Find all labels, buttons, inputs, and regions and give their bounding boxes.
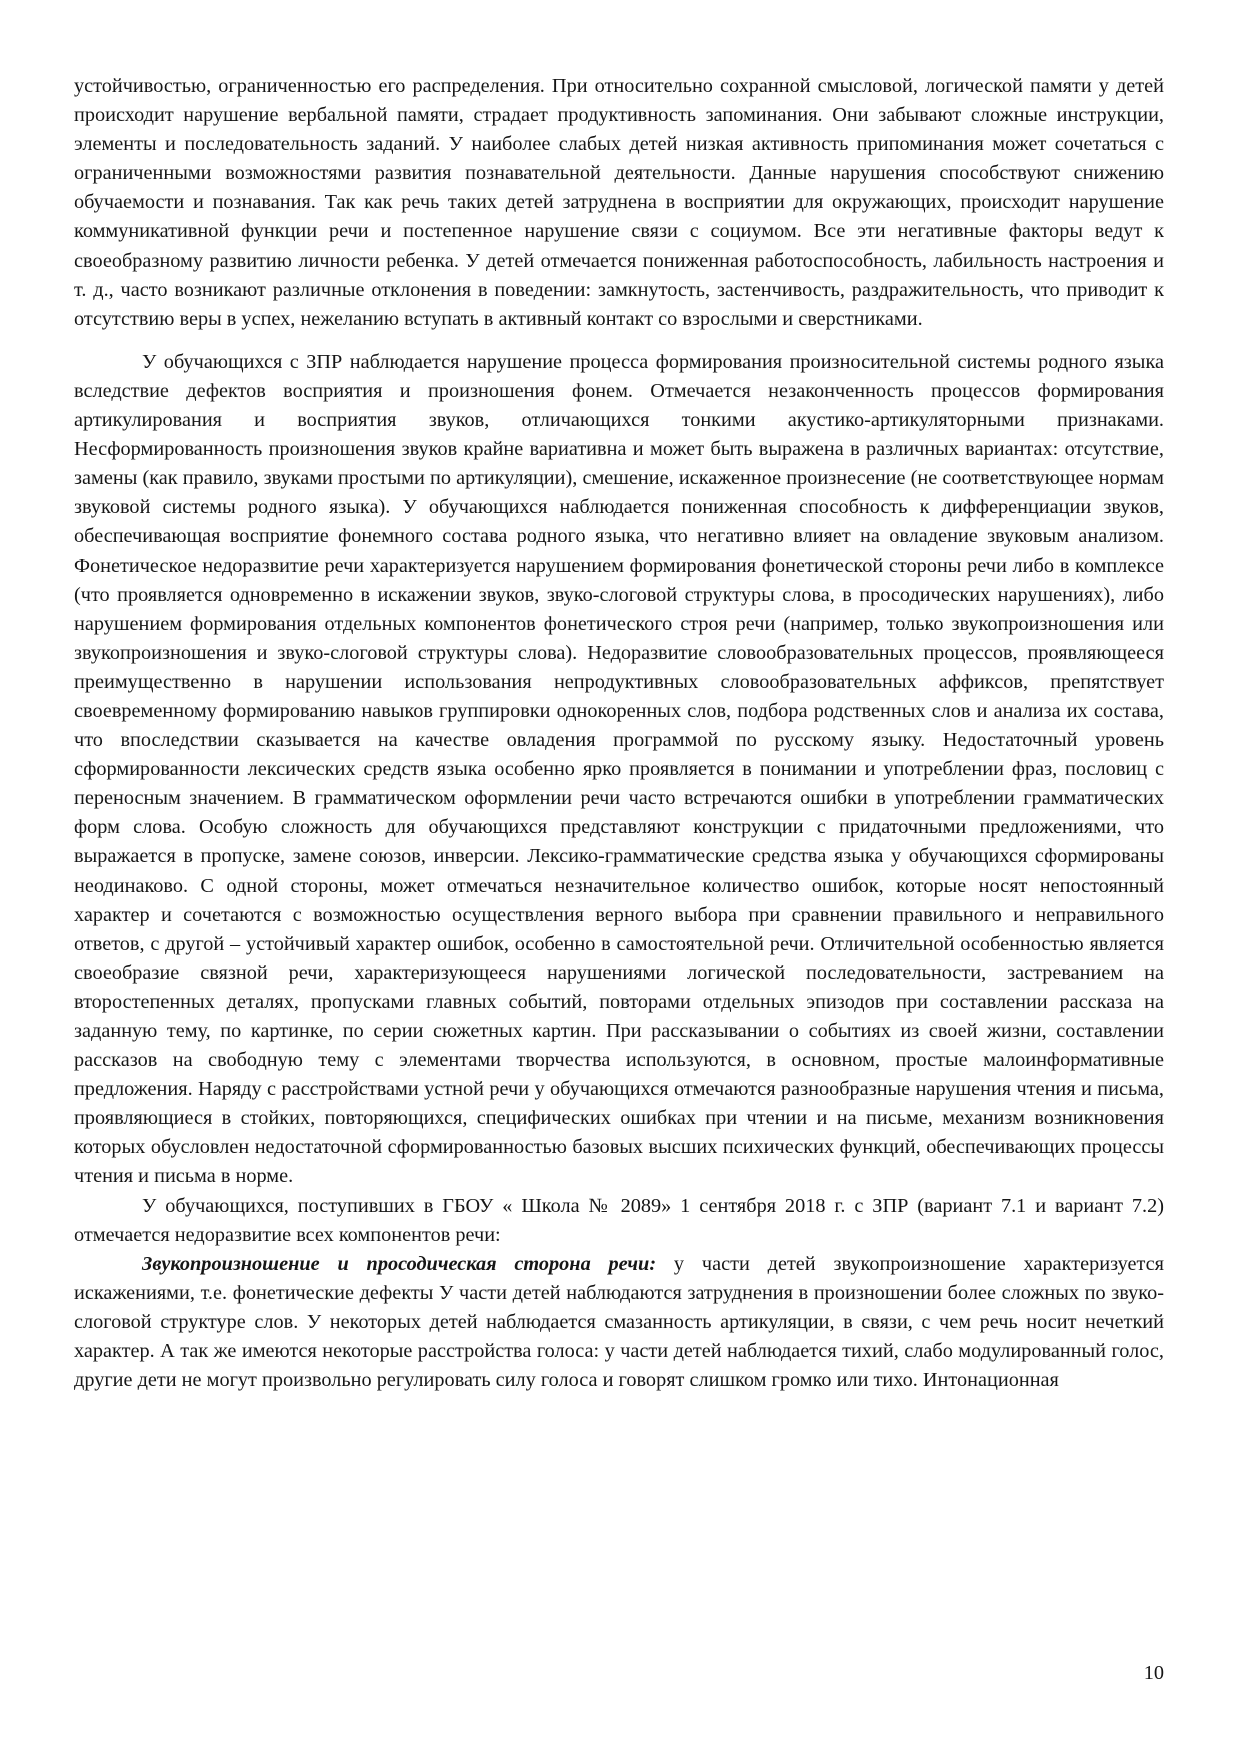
paragraph-gap — [74, 334, 1164, 348]
paragraph-lead-heading: Звукопроизношение и просодическая сторона речи: — [142, 1252, 657, 1275]
paragraph-school-intake: У обучающихся, поступивших в ГБОУ « Школа № 2089» 1 сентября 2018 г. с ЗПР (вариант 7.1 и вариант 7.2) отмечается недоразвитие всех компонентов речи: — [74, 1194, 1164, 1246]
paragraph-memory-and-personality: устойчивостью, ограниченностью его распределения. При относительно сохранной смысловой, логической памяти у детей происходит нарушение вербальной памяти, страдает продуктивность запоминания. Они забывают сложные инструкции, элементы и последовательность заданий. У наиболее слабых детей низкая активность припоминания может сочетаться с ограниченными возможностями развития познавательной деятельности. Данные нарушения способствуют снижению обучаемости и познавания. Так как речь таких детей затруднена в восприятии для окружающих, происходит нарушение коммуникативной функции речи и постепенное нарушение связи с социумом. Все эти негативные факторы ведут к своеобразному развитию личности ребенка. У детей отмечается пониженная работоспособность, лабильность настроения и т. д., часто возникают различные отклонения в поведении: замкнутость, застенчивость, раздражительность, что приводит к отсутствию веры в успех, нежеланию вступать в активный контакт со взрослыми и сверстниками. — [74, 75, 1164, 330]
paragraph-sound-pronunciation — [74, 1250, 1164, 1395]
paragraph-speech-development: У обучающихся с ЗПР наблюдается нарушение процесса формирования произносительной системы родного языка вследствие дефектов восприятия и произношения фонем. Отмечается незаконченность процессов формирования артикулирования и восприятия звуков, отличающихся тонкими акустико-артикуляторными признаками. Несформированность произношения звуков крайне вариативна и может быть выражена в различных вариантах: отсутствие, замены (как правило, звуками простыми по артикуляции), смешение, искаженное произнесение (не соответствующее нормам звуковой системы родного языка). У обучающихся наблюдается пониженная способность к дифференциации звуков, обеспечивающая восприятие фонемного состава родного языка, что негативно влияет на овладение звуковым анализом. Фонетическое недоразвитие речи характеризуется нарушением формирования фонетической стороны речи либо в комплексе (что проявляется одновременно в искажении звуков, звуко-слоговой структуры слова, в просодических нарушениях), либо нарушением формирования отдельных компонентов фонетического строя речи (например, только звукопроизношения или звукопроизношения и звуко-слоговой структуры слова). Недоразвитие словообразовательных процессов, проявляющееся преимущественно в нарушении использования непродуктивных словообразовательных аффиксов, препятствует своевременному формированию навыков группировки однокоренных слов, подбора родственных слов и анализа их состава, что впоследствии сказывается на качестве овладения программой по русскому языку. Недостаточный уровень сформированности лексических средств языка особенно ярко проявляется в понимании и употреблении фраз, пословиц с переносным значением. В грамматическом оформлении речи часто встречаются ошибки в употреблении грамматических форм слова. Особую сложность для обучающихся представляют конструкции с придаточными предложениями, что выражается в пропуске, замене союзов, инверсии. Лексико-грамматические средства языка у обучающихся сформированы неодинаково. С одной стороны, может отмечаться незначительное количество ошибок, которые носят непостоянный характер и сочетаются с возможностью осуществления верного выбора при сравнении правильного и неправильного ответов, с другой – устойчивый характер ошибок, особенно в самостоятельной речи. Отличительной особенностью является своеобразие связной речи, характеризующееся нарушениями логической последовательности, застреванием на второстепенных деталях, пропусками главных событий, повторами отдельных эпизодов при составлении рассказа на заданную тему, по картинке, по серии сюжетных картин. При рассказывании о событиях из своей жизни, составлении рассказов на свободную тему с элементами творчества используются, в основном, простые малоинформативные предложения. Наряду с расстройствами устной речи у обучающихся отмечаются разнообразные нарушения чтения и письма, проявляющиеся в стойких, повторяющихся, специфических ошибках при чтении и на письме, механизм возникновения которых обусловлен недостаточной сформированностью базовых высших психических функций, обеспечивающих процессы чтения и письма в норме. — [74, 350, 1164, 1188]
page-number: 10 — [1143, 1662, 1164, 1684]
document-page — [74, 72, 1164, 1395]
paragraph-body-text: у части детей звукопроизношение характеризуется искажениями, т.е. фонетические дефекты У части детей наблюдаются затруднения в произношении более сложных по звуко-слоговой структуре слов. У некоторых детей наблюдается смазанность артикуляции, в связи, с чем речь носит нечеткий характер. А так же имеются некоторые расстройства голоса: у части детей наблюдается тихий, слабо модулированный голос, другие дети не могут произвольно регулировать силу голоса и говорят слишком громко или тихо. Интонационная — [74, 1252, 1164, 1392]
